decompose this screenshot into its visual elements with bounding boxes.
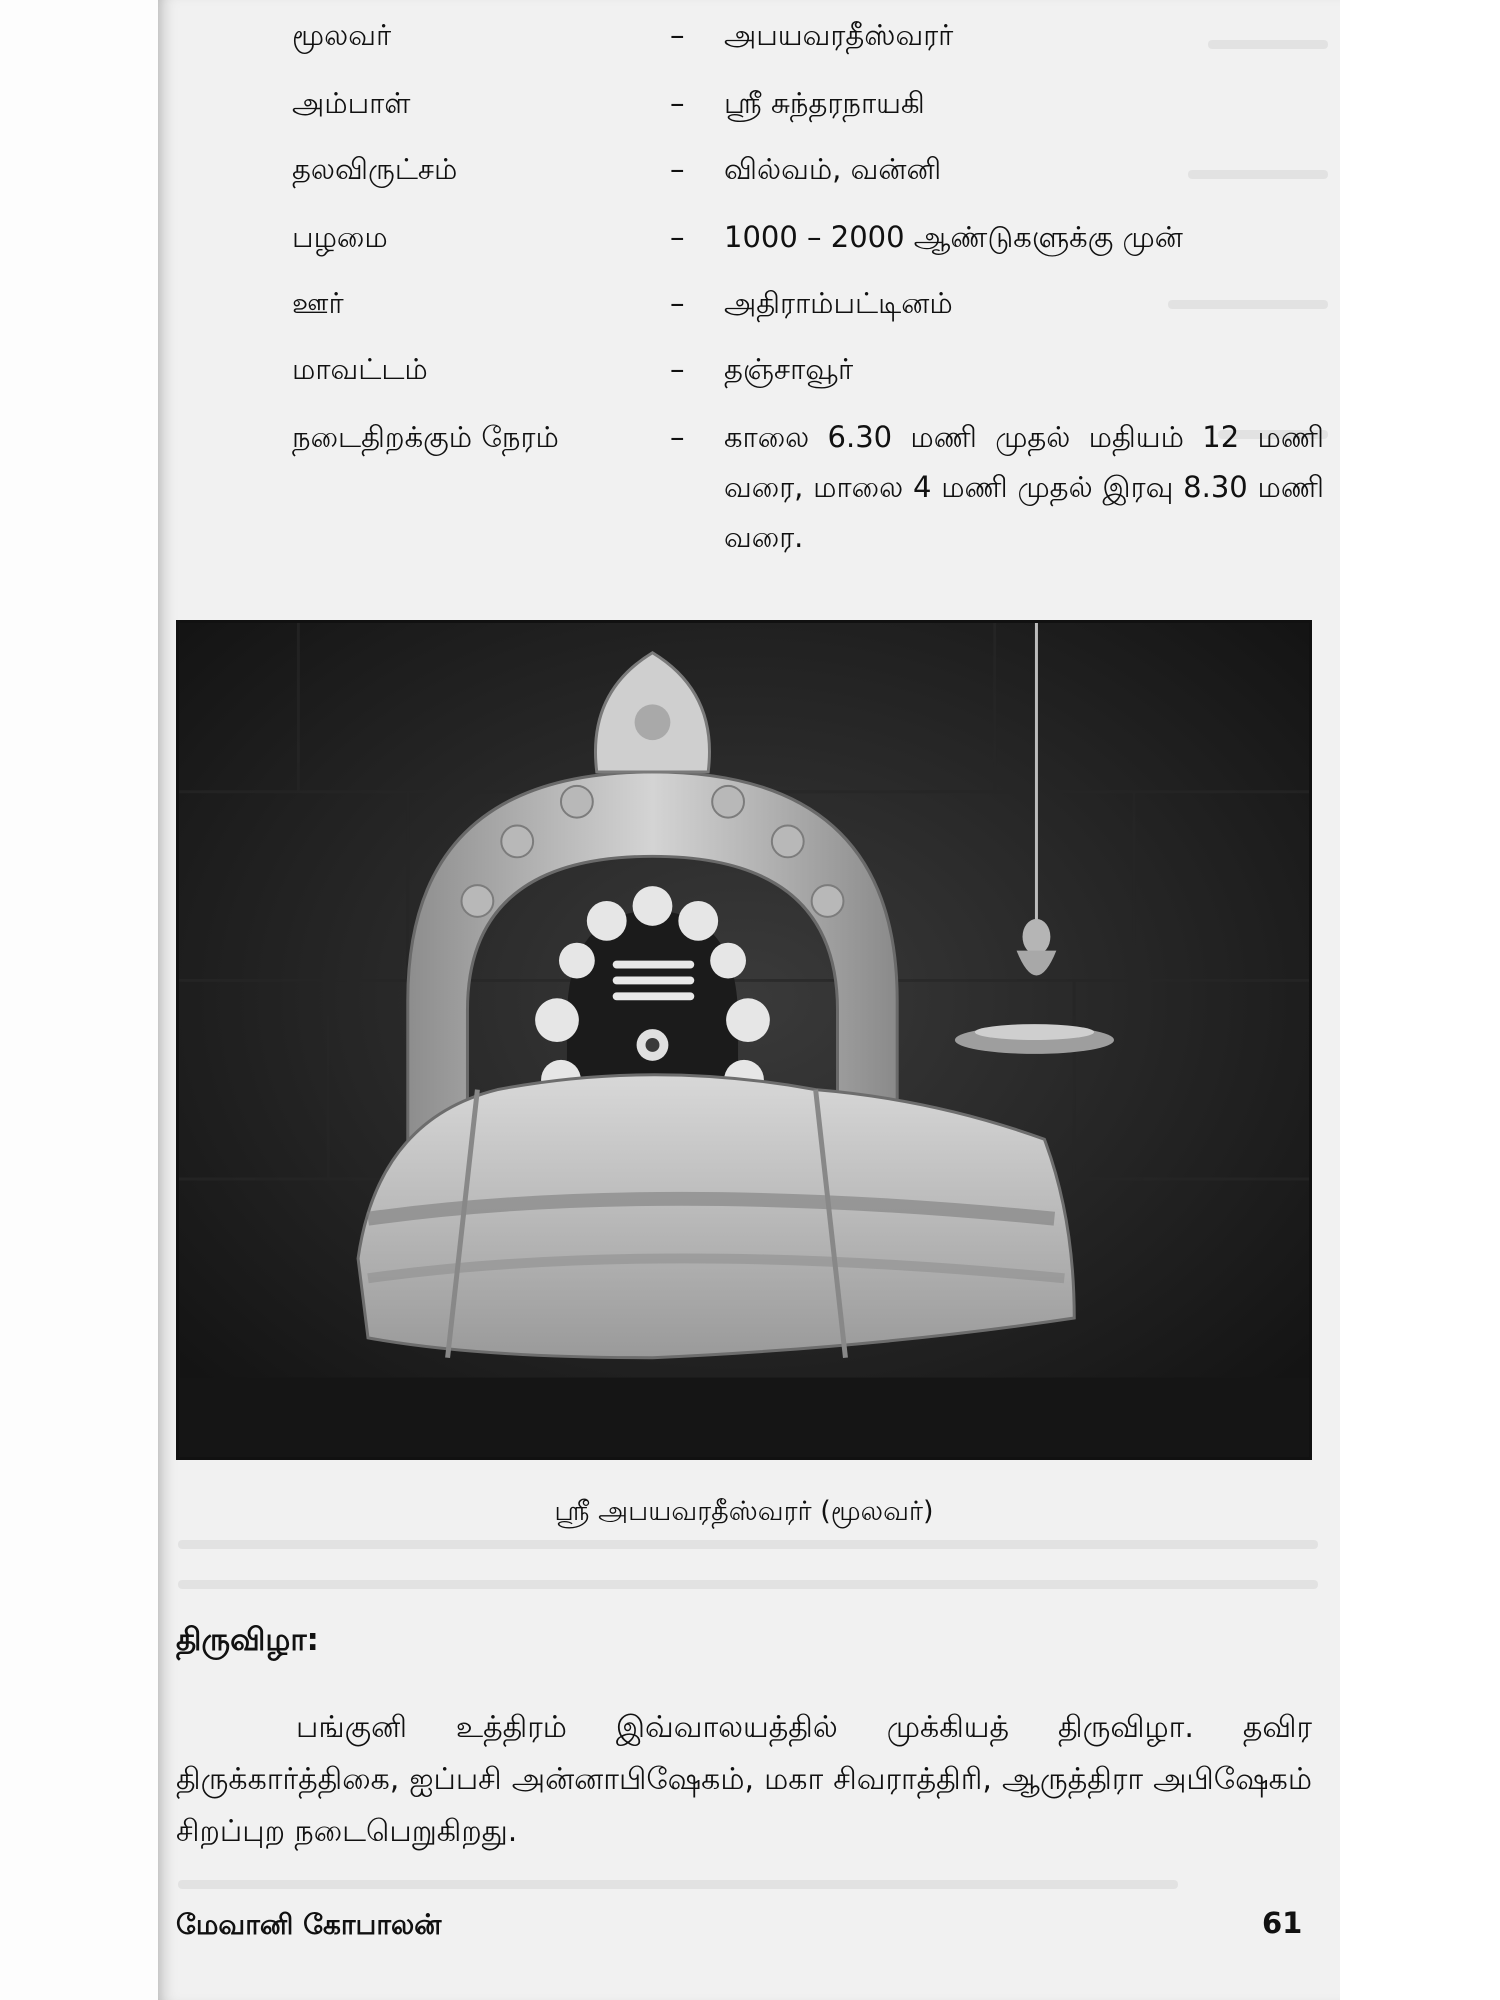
info-key: ஊர் — [292, 286, 344, 320]
footer-author: மேவானி கோபாலன் — [176, 1908, 442, 1941]
section-title-festival: திருவிழா: — [176, 1622, 319, 1658]
deity-photo-illustration — [179, 623, 1309, 1457]
photo-caption: ஸ்ரீ அபயவரதீஸ்வரர் (மூலவர்) — [554, 1496, 934, 1527]
scan-margin-right — [1340, 0, 1500, 2000]
info-value: காலை 6.30 மணி முதல் மதியம் 12 மணி வரை, மாலை 4 மணி முதல் இரவு 8.30 மணி வரை. — [724, 420, 1324, 554]
page-number: 61 — [1262, 1906, 1303, 1940]
info-dash: – — [670, 286, 685, 320]
bleed-through-line — [178, 1540, 1318, 1549]
info-dash: – — [670, 220, 685, 254]
bleed-through-line — [178, 1580, 1318, 1589]
info-key: அம்பாள் — [292, 86, 411, 120]
bleed-through-line — [178, 1880, 1178, 1889]
info-value: அபயவரதீஸ்வரர் — [724, 18, 954, 52]
scan-margin-left — [0, 0, 158, 2000]
info-dash: – — [670, 86, 685, 120]
info-key: நடைதிறக்கும் நேரம் — [292, 420, 559, 454]
info-key: மாவட்டம் — [292, 352, 428, 386]
info-dash: – — [670, 152, 685, 186]
deity-photo — [176, 620, 1312, 1460]
info-key: மூலவர் — [292, 18, 392, 52]
info-key: பழமை — [292, 220, 388, 254]
festival-paragraph: பங்குனி உத்திரம் இவ்வாலயத்தில் முக்கியத் திருவிழா. தவிர திருக்கார்த்திகை, ஐப்பசி அன்னாபிஷேகம், மகா சிவராத்திரி, ஆருத்திரா அபிஷேகம் சிறப்புற நடைபெறுகிறது. — [176, 1710, 1312, 1849]
info-value: தஞ்சாவூர் — [724, 352, 854, 386]
info-dash: – — [670, 352, 685, 386]
info-value: ஸ்ரீ சுந்தரநாயகி — [724, 86, 925, 120]
info-dash: – — [670, 420, 685, 454]
info-value: 1000 – 2000 ஆண்டுகளுக்கு முன் — [724, 220, 1183, 254]
info-key: தலவிருட்சம் — [292, 152, 458, 186]
info-dash: – — [670, 18, 685, 52]
info-value: அதிராம்பட்டினம் — [724, 286, 953, 320]
info-value: வில்வம், வன்னி — [724, 152, 942, 186]
